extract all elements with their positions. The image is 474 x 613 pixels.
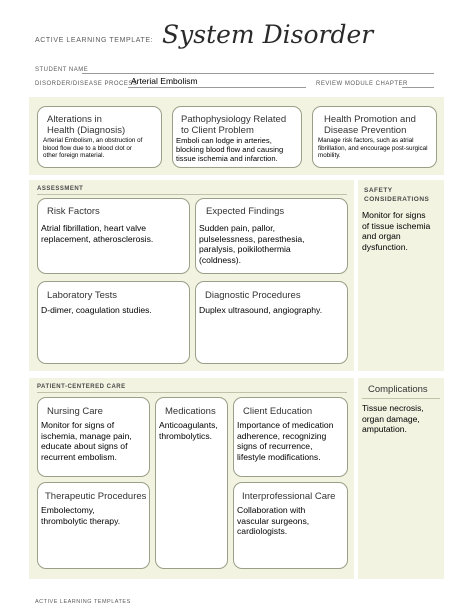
nursing-care-title: Nursing Care bbox=[47, 406, 103, 417]
health-promotion-card bbox=[312, 106, 437, 168]
review-chapter-field[interactable] bbox=[402, 77, 434, 87]
review-chapter-label: REVIEW MODULE CHAPTER bbox=[316, 81, 408, 87]
pathophysiology-title: Pathophysiology Related to Client Problem bbox=[181, 114, 287, 136]
diagnostic-procedures-body: Duplex ultrasound, angiography. bbox=[199, 305, 323, 315]
diagnostic-procedures-title: Diagnostic Procedures bbox=[205, 290, 301, 301]
therapeutic-procedures-body: Embolectomy, thrombolytic therapy. bbox=[41, 505, 121, 526]
complications-divider bbox=[362, 398, 440, 399]
expected-findings-card bbox=[195, 198, 348, 274]
expected-findings-title: Expected Findings bbox=[206, 206, 285, 217]
template-label: ACTIVE LEARNING TEMPLATE: bbox=[35, 37, 154, 44]
nursing-care-body: Monitor for signs of ischemia, manage pain, educate about signs of recurrent embolism. bbox=[41, 420, 132, 462]
safety-label: SAFETY CONSIDERATIONS bbox=[364, 187, 430, 203]
health-promotion-title: Health Promotion and Disease Prevention bbox=[324, 114, 416, 136]
client-education-title: Client Education bbox=[243, 406, 313, 417]
interprofessional-care-body: Collaboration with vascular surgeons, cardiologists. bbox=[237, 505, 310, 536]
client-education-body: Importance of medication adherence, recognizing signs of recurrence, lifestyle modifications. bbox=[237, 420, 334, 462]
assessment-divider bbox=[37, 194, 347, 195]
review-chapter-line bbox=[402, 87, 434, 88]
therapeutic-procedures-title: Therapeutic Procedures bbox=[45, 491, 147, 502]
medications-body: Anticoagulants, thrombolytics. bbox=[159, 420, 218, 441]
pathophysiology-card bbox=[172, 106, 302, 168]
template-title: System Disorder bbox=[162, 20, 374, 49]
laboratory-tests-card bbox=[37, 281, 190, 364]
risk-factors-title: Risk Factors bbox=[47, 206, 100, 217]
expected-findings-body: Sudden pain, pallor, pulselessness, paresthesia, paralysis, poikilothermia (coldness). bbox=[199, 223, 305, 265]
assessment-label: ASSESSMENT bbox=[37, 186, 84, 192]
alterations-body: Arterial Embolism, an obstruction of blood flow due to a blood clot or other foreign material. bbox=[43, 137, 143, 160]
interprofessional-care-title: Interprofessional Care bbox=[242, 491, 336, 502]
diagnostic-procedures-card bbox=[195, 281, 348, 364]
student-name-line bbox=[82, 73, 434, 74]
laboratory-tests-body: D-dimer, coagulation studies. bbox=[41, 305, 152, 315]
safety-body: Monitor for signs of tissue ischemia and organ dysfunction. bbox=[362, 210, 431, 252]
disorder-line bbox=[128, 87, 306, 88]
complications-title: Complications bbox=[368, 384, 428, 395]
disorder-label: DISORDER/DISEASE PROCESS bbox=[35, 81, 138, 87]
student-name-label: STUDENT NAME bbox=[35, 67, 89, 73]
health-promotion-body: Manage risk factors, such as atrial fibrillation, and encourage post-surgical mobility. bbox=[318, 137, 428, 160]
pathophysiology-body: Emboli can lodge in arteries, blocking blood flow and causing tissue ischemia and infarction. bbox=[176, 136, 284, 163]
safety-panel bbox=[358, 180, 444, 371]
interprofessional-care-card bbox=[233, 482, 348, 569]
therapeutic-procedures-card bbox=[37, 482, 150, 569]
disorder-field[interactable]: Arterial Embolism bbox=[131, 76, 198, 86]
nursing-care-card bbox=[37, 397, 150, 477]
risk-factors-card bbox=[37, 198, 190, 274]
medications-card bbox=[155, 397, 228, 569]
client-education-card bbox=[233, 397, 348, 477]
laboratory-tests-title: Laboratory Tests bbox=[47, 290, 118, 301]
footer-label: ACTIVE LEARNING TEMPLATES bbox=[35, 599, 131, 605]
patient-care-label: PATIENT-CENTERED CARE bbox=[37, 384, 126, 390]
risk-factors-body: Atrial fibrillation, heart valve replacement, atherosclerosis. bbox=[41, 223, 154, 244]
alterations-card bbox=[37, 106, 162, 168]
medications-title: Medications bbox=[165, 406, 216, 417]
complications-body: Tissue necrosis, organ damage, amputation. bbox=[362, 403, 424, 434]
patient-care-divider bbox=[37, 392, 347, 393]
alterations-title: Alterations in Health (Diagnosis) bbox=[47, 114, 126, 136]
